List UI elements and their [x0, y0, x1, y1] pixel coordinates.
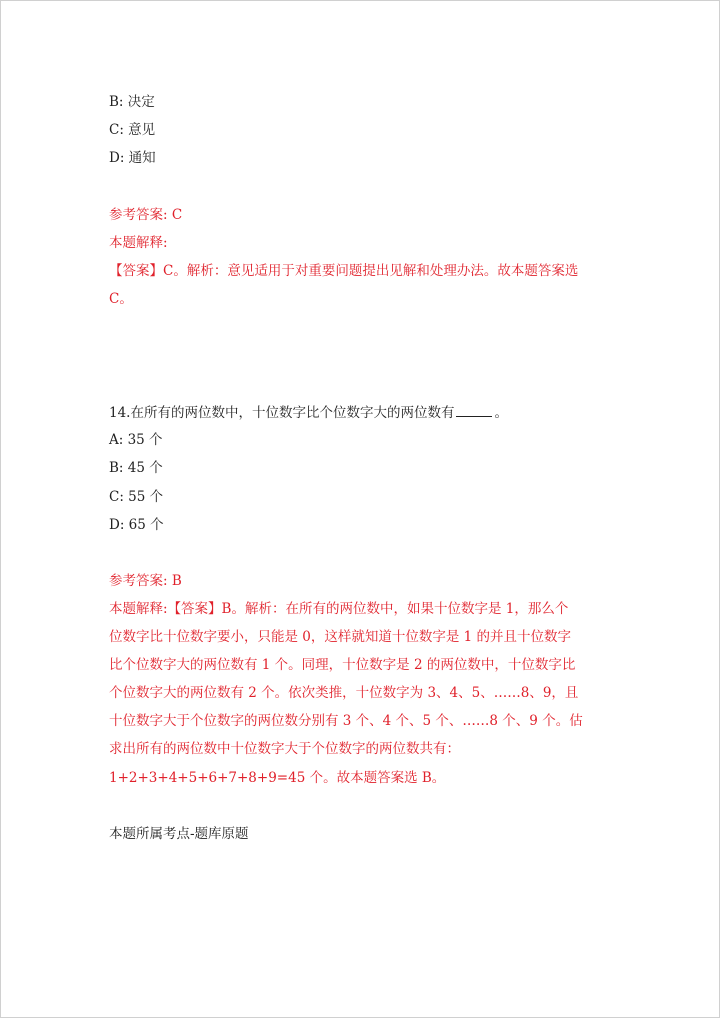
option-b: B: 45 个	[109, 460, 163, 476]
question-stem-text: 14.在所有的两位数中，十位数字比个位数字大的两位数有	[109, 405, 455, 421]
answer-blank	[456, 403, 492, 417]
explanation-line: 位数字比十位数字要小，只能是 0，这样就知道十位数字是 1 的并且十位数字	[109, 629, 572, 645]
reference-answer: 参考答案: C	[109, 207, 183, 223]
option-d: D: 65 个	[109, 517, 164, 533]
explanation-line: C。	[109, 291, 133, 307]
explanation-line: 本题解释:【答案】B。解析：在所有的两位数中，如果十位数字是 1，那么个	[109, 601, 569, 617]
exam-point-footer: 本题所属考点-题库原题	[109, 826, 249, 842]
option-b: B: 决定	[109, 94, 155, 110]
explanation-line: 【答案】C。解析：意见适用于对重要问题提出见解和处理办法。故本题答案选	[109, 263, 579, 279]
option-c: C: 意见	[109, 122, 156, 138]
explanation-line: 求出所有的两位数中十位数字大于个位数字的两位数共有：	[109, 741, 460, 757]
option-d: D: 通知	[109, 150, 156, 166]
option-a: A: 35 个	[109, 432, 163, 448]
explanation-title: 本题解释:	[109, 235, 168, 251]
reference-answer: 参考答案: B	[109, 573, 182, 589]
explanation-line: 十位数字大于个位数字的两位数分别有 3 个、4 个、5 个、……8 个、9 个。估	[109, 713, 583, 729]
explanation-line: 个位数字大的两位数有 2 个。依次类推，十位数字为 3、4、5、……8、9，且	[109, 685, 579, 701]
option-c: C: 55 个	[109, 489, 164, 505]
question-stem-end: 。	[494, 405, 508, 421]
explanation-line: 1+2+3+4+5+6+7+8+9=45 个。故本题答案选 B。	[109, 770, 446, 786]
explanation-line: 比个位数字大的两位数有 1 个。同理，十位数字是 2 的两位数中，十位数字比	[109, 657, 576, 673]
question-stem	[109, 403, 508, 422]
